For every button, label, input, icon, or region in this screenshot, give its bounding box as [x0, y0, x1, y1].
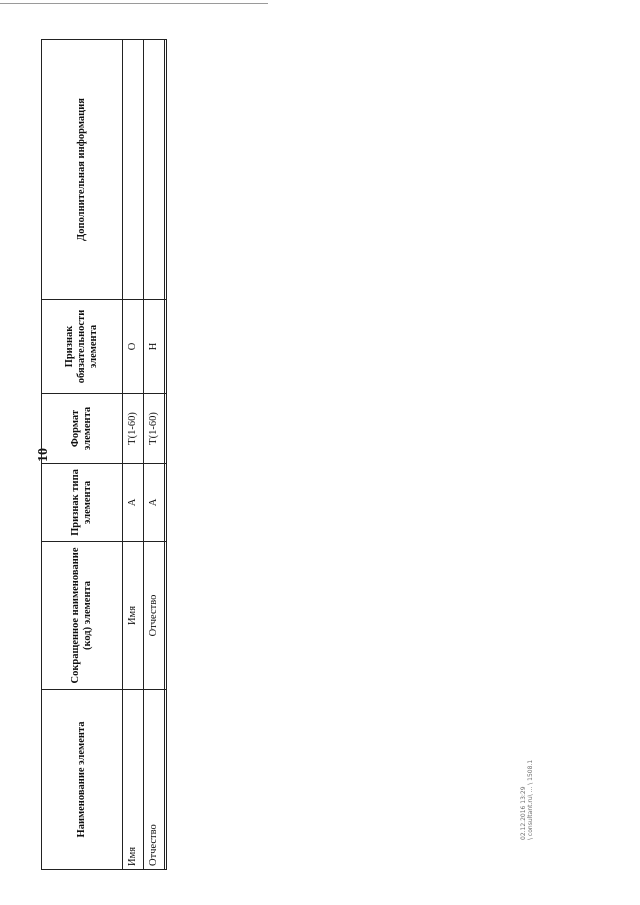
top-rule [0, 3, 268, 4]
cell-short-name: Отчество [144, 542, 165, 690]
cell-element-name: Отчество [144, 690, 165, 870]
table-row-spacer [165, 40, 167, 870]
spacer-cell [165, 542, 167, 690]
header-short-name: Сокращенное наименование (код) элемента [42, 542, 123, 690]
spacer-cell [165, 394, 167, 464]
footer-line-2: \ consultant.ru\ ... \ 1508.1 [527, 759, 534, 840]
header-type: Признак типа элемента [42, 464, 123, 542]
header-format: Формат элемента [42, 394, 123, 464]
footer-line-1: 02.12.2016 13:29 [520, 786, 527, 840]
footer-note [520, 720, 534, 840]
table-row [144, 40, 165, 870]
table-container [41, 40, 165, 870]
cell-type: А [123, 464, 144, 542]
header-element-name: Наименование элемента [42, 690, 123, 870]
cell-required: О [123, 300, 144, 394]
cell-type: А [144, 464, 165, 542]
elements-table [41, 39, 167, 870]
cell-short-name: Имя [123, 542, 144, 690]
spacer-cell [165, 300, 167, 394]
cell-format: Т(1-60) [123, 394, 144, 464]
spacer-cell [165, 40, 167, 300]
spacer-cell [165, 464, 167, 542]
spacer-cell [165, 690, 167, 870]
page-number: 10 [36, 448, 51, 462]
cell-required: Н [144, 300, 165, 394]
header-additional-info: Дополнительная информация [42, 40, 123, 300]
cell-additional-info [123, 40, 144, 300]
table-header-row [42, 40, 123, 870]
cell-additional-info [144, 40, 165, 300]
cell-element-name: Имя [123, 690, 144, 870]
table-row [123, 40, 144, 870]
header-required: Признак обязательности элемента [42, 300, 123, 394]
cell-format: Т(1-60) [144, 394, 165, 464]
